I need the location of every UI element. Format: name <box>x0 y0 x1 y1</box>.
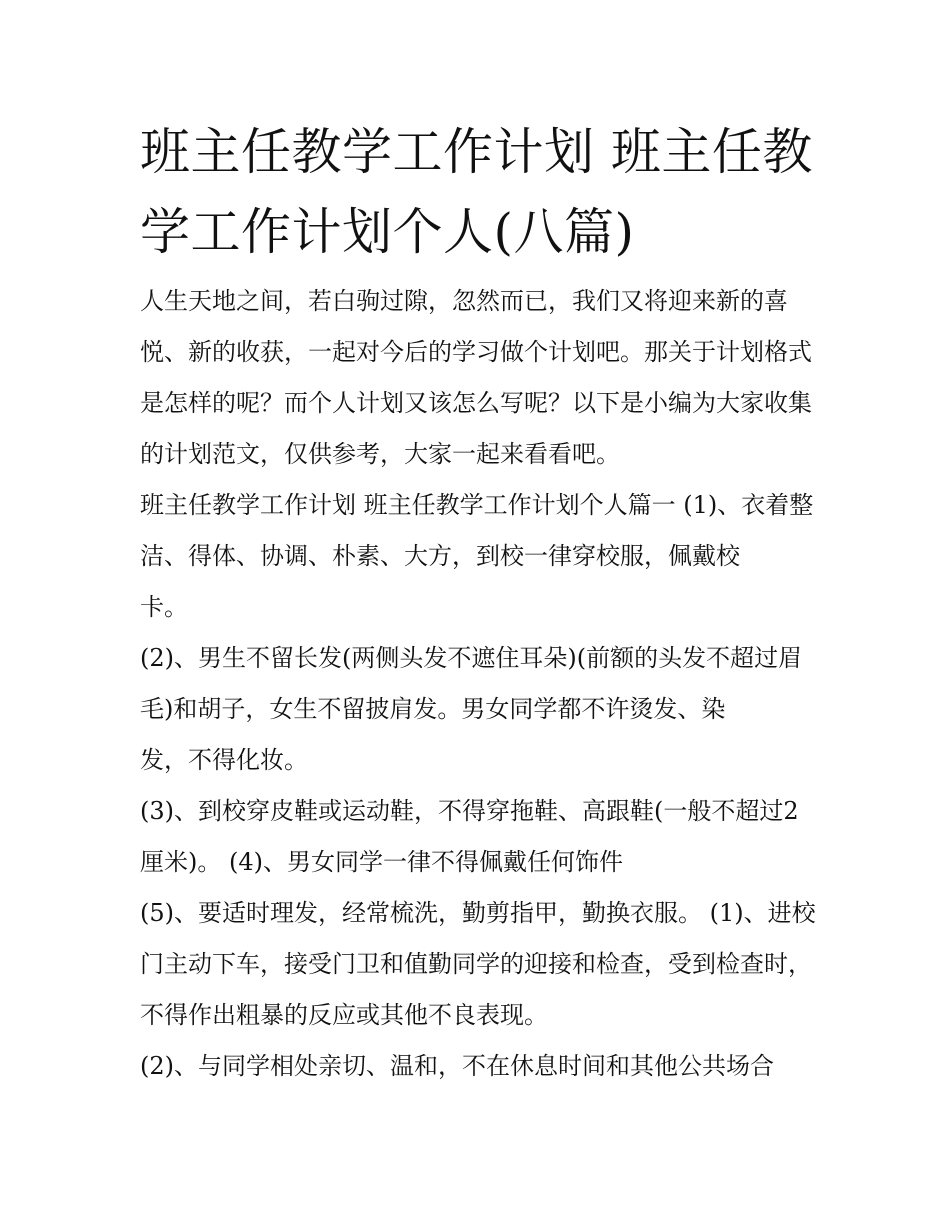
document-title: 班主任教学工作计划 班主任教学工作计划个人(八篇) <box>140 123 813 261</box>
paragraph-dress-code: 班主任教学工作计划 班主任教学工作计划个人篇一 (1)、衣着整洁、得体、协调、朴素、大方，到校一律穿校服，佩戴校 卡。 <box>140 491 814 621</box>
paragraph-intro: 人生天地之间，若白驹过隙，忽然而已，我们又将迎来新的喜悦、新的收获，一起对今后的学习做个计划吧。那关于计划格式是怎样的呢？而个人计划又该怎么写呢？以下是小编为大家收集的计划范文，仅供参考，大家一起来看看吧。 <box>140 287 812 468</box>
paragraph-grooming-rule: (5)、要适时理发，经常梳洗，勤剪指甲，勤换衣服。 (1)、进校门主动下车，接受门卫和值勤同学的迎接和检查，受到检查时，不得作出粗暴的反应或其他不良表现。 <box>140 899 816 1029</box>
document-body <box>140 276 820 1092</box>
paragraph-shoes-rule: (3)、到校穿皮鞋或运动鞋，不得穿拖鞋、高跟鞋(一般不超过2厘米)。 (4)、男女同学一律不得佩戴任何饰件 <box>140 797 799 876</box>
paragraph-hair-rule: (2)、男生不留长发(两侧头发不遮住耳朵)(前额的头发不超过眉毛)和胡子，女生不留披肩发。男女同学都不许烫发、染 发，不得化妆。 <box>140 644 803 774</box>
paragraph-conduct-rule: (2)、与同学相处亲切、温和，不在休息时间和其他公共场合 <box>140 1052 774 1080</box>
